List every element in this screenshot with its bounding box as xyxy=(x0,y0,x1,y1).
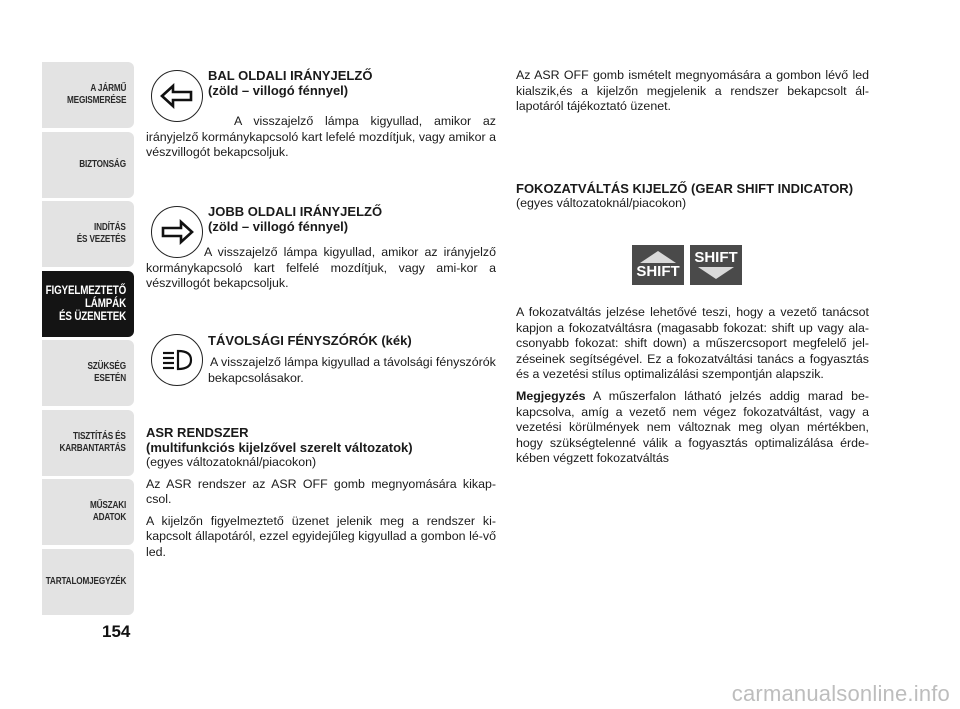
gear-shift-note: (egyes változatoknál/piacokon) xyxy=(516,196,687,210)
gear-shift-title: FOKOZATVÁLTÁS KIJELZŐ (GEAR SHIFT INDICATOR) xyxy=(516,181,854,196)
shift-down-label: SHIFT xyxy=(694,249,738,266)
right-signal-title: JOBB OLDALI IRÁNYJELZŐ xyxy=(208,204,383,219)
asr-subtitle: (multifunkciós kijelzővel szerelt változatok) xyxy=(146,440,413,455)
left-signal-title: BAL OLDALI IRÁNYJELZŐ xyxy=(208,68,373,83)
tab-emergency[interactable]: SZÜKSÉG ESETÉN xyxy=(42,340,134,406)
high-beam-icon xyxy=(151,334,203,386)
note-text: A műszerfalon látható jelzés addig marad be-kapcsolva, amíg a vezető nem végez fokozatváltást, vagy a vezetési körülmények nem változnak meg olyan mértékben, hogy szükségtelenné válik a fogyasztás optimalizálása érde-kében végzett fokozatváltás xyxy=(516,388,869,466)
tab-starting-driving[interactable]: INDÍTÁS ÉS VEZETÉS xyxy=(42,201,134,267)
shift-down-icon xyxy=(690,245,742,285)
tab-contents[interactable]: TARTALOMJEGYZÉK xyxy=(42,549,134,615)
left-signal-text: A visszajelző lámpa kigyullad, amikor az irányjelző kormánykapcsoló kart lefelé mozdítjuk, vagy amikor a vészvillogót bekapcsoljuk. xyxy=(146,114,496,160)
shift-up-icon xyxy=(632,245,684,285)
tab-maintenance[interactable]: TISZTÍTÁS ÉS KARBANTARTÁS xyxy=(42,410,134,476)
high-beam-text: A visszajelző lámpa kigyullad a távolsági fényszórók bekapcsolásakor. xyxy=(208,355,496,385)
right-signal-subtitle: (zöld – villogó fénnyel) xyxy=(208,219,349,234)
asr-paragraph-2: A kijelzőn figyelmeztető üzenet jelenik meg a rendszer ki-kapcsolt állapotáról, ezzel egyidejűleg kigyullad a gombon lé-vő led. xyxy=(146,513,496,559)
asr-paragraph-1: Az ASR rendszer az ASR OFF gomb megnyomására kikap-csol. xyxy=(146,476,496,507)
asr-title: ASR RENDSZER xyxy=(146,425,249,440)
note-label: Megjegyzés xyxy=(516,388,586,403)
shift-up-label: SHIFT xyxy=(636,263,680,280)
chapter-tabs xyxy=(42,62,134,618)
tab-vehicle-overview[interactable]: A JÁRMŰ MEGISMERÉSE xyxy=(42,62,134,128)
page-number: 154 xyxy=(102,622,131,641)
high-beam-title: TÁVOLSÁGI FÉNYSZÓRÓK (kék) xyxy=(208,333,412,348)
tab-warning-lights[interactable]: FIGYELMEZTETŐ LÁMPÁK ÉS ÜZENETEK xyxy=(42,271,134,337)
watermark: carmanualsonline.info xyxy=(731,681,950,706)
gear-shift-paragraph-2 xyxy=(516,389,869,467)
tab-technical-data[interactable]: MŰSZAKI ADATOK xyxy=(42,479,134,545)
tab-safety[interactable]: BIZTONSÁG xyxy=(42,132,134,198)
right-signal-text: A visszajelző lámpa kigyullad, amikor az irányjelző kormánykapcsoló kart felfelé mozdítjuk, vagy ami-kor a vészvillogót bekapcsoljuk. xyxy=(146,245,496,291)
asr-note: (egyes változatoknál/piacokon) xyxy=(146,455,317,469)
left-signal-subtitle: (zöld – villogó fénnyel) xyxy=(208,83,349,98)
gear-shift-paragraph-1: A fokozatváltás jelzése lehetővé teszi, hogy a vezető tanácsot kapjon a fokozatváltásra (magasabb fokozat: shift up vagy ala-csonyabb fokozat: shift down) a műszercsoport megfelelő jel-zéseinek segítségével. Ez a fokozatváltási tanács a fogyasztás és a vezetési stílus optimalizálási szempontján alapszik. xyxy=(516,305,869,382)
asr-continued-text: Az ASR OFF gomb ismételt megnyomására a gombon lévő led kialszik,és a kijelzőn megjelenik a rendszer bekapcsolt ál-lapotáról tájékoztató üzenet. xyxy=(516,68,869,114)
